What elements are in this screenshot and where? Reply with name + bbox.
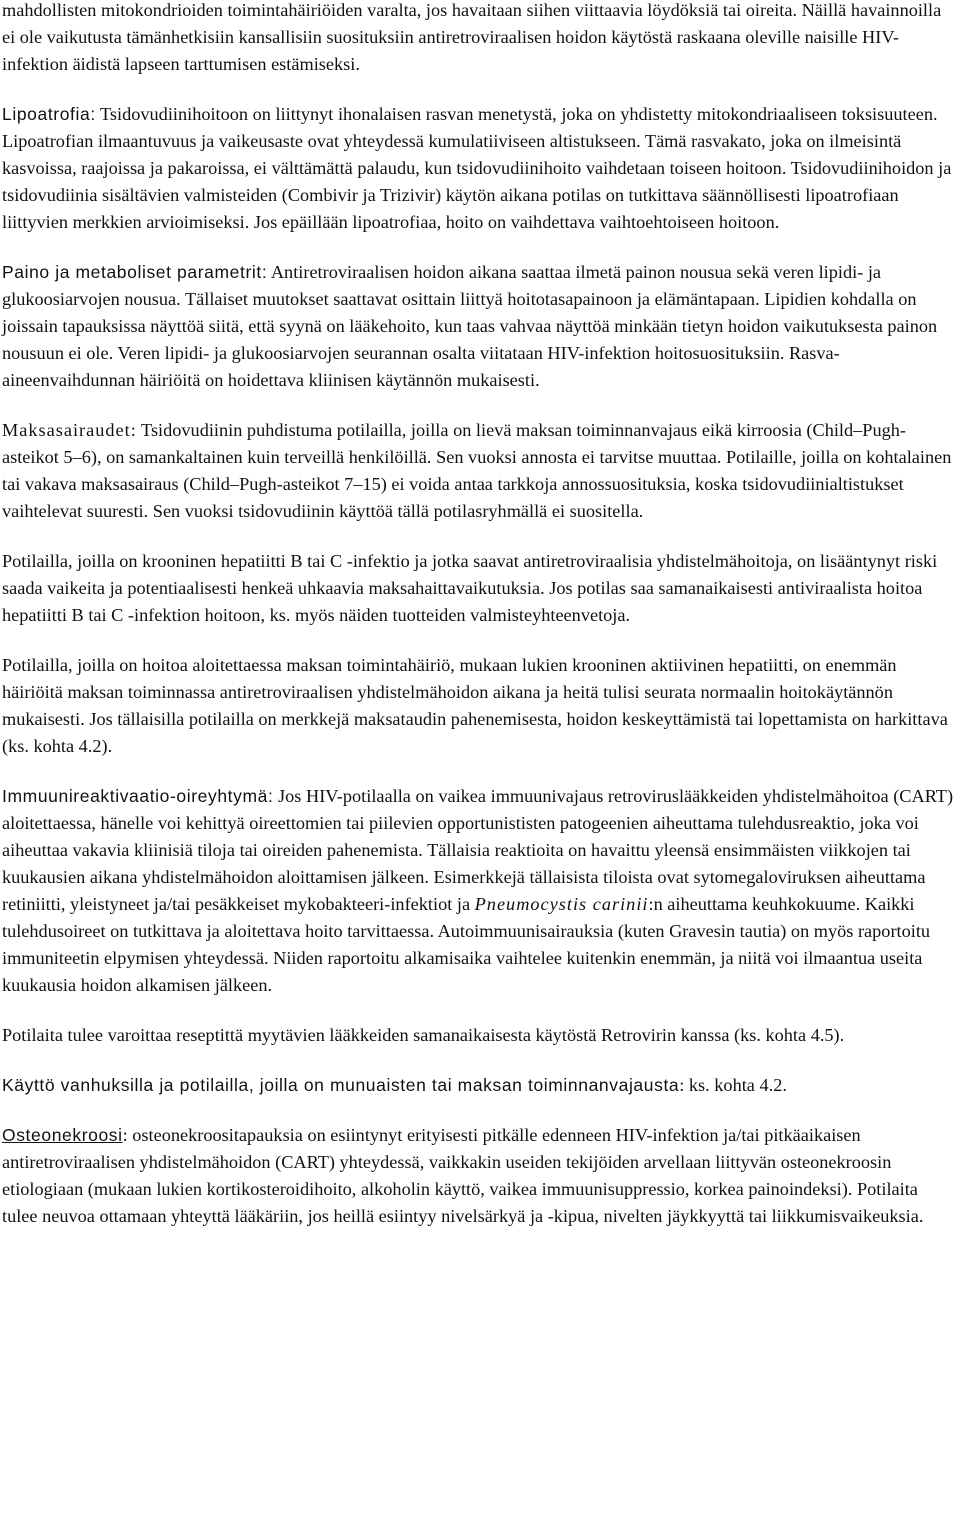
paragraph-text: Tsidovudiinin puhdistuma potilailla, joilla on lievä maksan toiminnanvajaus eikä kirroosia (Child–Pugh-asteikot 5–6), on samankaltainen kuin terveillä henkilöillä. Sen vuoksi annosta ei tarvitse muuttaa. Potilaille, joilla on kohtalainen tai vakava maksasairaus (Child–Pugh-asteikot 7–15) ei voida antaa tarkkoja annossuosituksia, koska tsidovudiinialtistukset vaihtelevat suuresti. Sen vuoksi tsidovudiinin käyttöä tällä potilasryhmällä ei suositella.	[2, 420, 952, 521]
section-heading-elderly-renal: Käyttö vanhuksilla ja potilailla, joilla on munuaisten tai maksan toiminnanvajausta	[2, 1075, 680, 1095]
paragraph-elderly-renal	[2, 1072, 956, 1099]
paragraph-text: : osteonekroositapauksia on esiintynyt erityisesti pitkälle edenneen HIV-infektion ja/tai pitkäaikaisen antiretroviraalisen yhdistelmähoidon (CART) yhteydessä, vaikkakin useiden tekijöiden arvellaan liittyvän osteonekroosin etiologiaan (mukaan lukien kortikosteroidihoito, alkoholin käyttö, vaikea immuunisuppressio, korkea painoindeksi). Potilaita tulee neuvoa ottamaan yhteyttä lääkäriin, jos heillä esiintyy nivelsärkyä ja -kipua, nivelten jäykkyyttä tai liikkumisvaikeuksia.	[2, 1125, 924, 1226]
paragraph-lipoatrophy	[2, 101, 956, 236]
paragraph-text: Antiretroviraalisen hoidon aikana saattaa ilmetä painon nousua sekä veren lipidi- ja glukoosiarvojen nousua. Tällaiset muutokset saattavat osittain liittyä hoitotasapainoon ja elämäntapaan. Lipidien kohdalla on joissain tapauksissa näyttöä siitä, että syynä on lääkehoito, kun taas vahvaa näyttöä minkään tietyn hoidon vaikutuksesta painon nousuun ei ole. Veren lipidi- ja glukoosiarvojen seurannan osalta viitataan HIV-infektion hoitosuosituksiin. Rasva-aineenvaihdunnan häiriöitä on hoidettava kliinisen käytännön mukaisesti.	[2, 262, 938, 390]
paragraph-weight-metabolic	[2, 259, 956, 394]
paragraph-immune-reactivation	[2, 783, 956, 999]
paragraph-text: Potilaita tulee varoittaa reseptittä myytävien lääkkeiden samanaikaisesta käytöstä Retrovirin kanssa (ks. kohta 4.5).	[2, 1025, 845, 1045]
paragraph-liver-disease	[2, 417, 956, 525]
section-heading-osteonecrosis: Osteonekroosi	[2, 1125, 123, 1145]
paragraph-text: Potilailla, joilla on hoitoa aloitettaessa maksan toimintahäiriö, mukaan lukien krooninen aktiivinen hepatiitti, on enemmän häiriöitä maksan toiminnassa antiretroviraalisen yhdistelmähoidon aikana ja heitä tulisi seurata normaalin hoitokäytännön mukaisesti. Jos tällaisilla potilailla on merkkejä maksataudin pahenemisesta, hoidon keskeyttämistä tai lopettamista on harkittava (ks. kohta 4.2).	[2, 655, 948, 756]
section-heading-weight-metabolic: Paino ja metaboliset parametrit:	[2, 262, 268, 282]
section-heading-liver-disease: Maksasairaudet:	[2, 420, 137, 440]
paragraph-mitochondrial	[2, 0, 956, 78]
section-heading-immune-reactivation: Immuunireaktivaatio-oireyhtymä:	[2, 786, 274, 806]
paragraph-text: Jos HIV-potilaalla on vaikea immuunivajaus retroviruslääkkeiden yhdistelmähoitoa (CART) aloitettaessa, hänelle voi kehittyä oireettomien tai piilevien opportunististen patogeenien aiheuttama tulehdusreaktio, joka voi aiheuttaa vakavia kliinisiä tiloja tai oireiden pahenemista. Tällaisia reaktioita on havaittu yleensä ensimmäisten viikkojen tai kuukausien aikana yhdistelmähoidon aloittamisen jälkeen. Esimerkkejä tällaisista tiloista ovat sytomegaloviruksen aiheuttama retiniitti, yleistyneet ja/tai pesäkkeiset mykobakteeri-infektiot ja	[2, 786, 954, 914]
paragraph-osteonecrosis	[2, 1122, 956, 1230]
paragraph-text: :n aiheuttama keuhkokuume. Kaikki tulehdusoireet on tutkittava ja aloitettava hoito tarvittaessa. Autoimmuunisairauksia (kuten Gravesin tautia) on myös raportoitu immuniteetin elpymisen yhteydessä. Niiden raportoitu alkamisaika vaihtelee kuitenkin enemmän, ja niitä voi ilmaantua useita kuukausia hoidon alkamisen jälkeen.	[2, 894, 931, 995]
paragraph-text: : ks. kohta 4.2.	[679, 1075, 787, 1095]
paragraph-text: mahdollisten mitokondrioiden toimintahäiriöiden varalta, jos havaitaan siihen viittaavia löydöksiä tai oireita. Näillä havainnoilla ei ole vaikutusta tämänhetkisiin kansallisiin suosituksiin antiretroviraalisen hoidon käytöstä raskaana oleville naisille HIV-infektion äidistä lapseen tarttumisen estämiseksi.	[2, 0, 942, 74]
paragraph-hepatitis	[2, 548, 956, 629]
section-heading-lipoatrophy: Lipoatrofia:	[2, 104, 96, 124]
species-name: Pneumocystis carinii	[474, 894, 649, 914]
paragraph-text: Tsidovudiinihoitoon on liittynyt ihonalaisen rasvan menetystä, joka on yhdistetty mitokondriaaliseen toksisuuteen. Lipoatrofian ilmaantuvuus ja vaikeusaste ovat yhteydessä kumulatiiviseen altistukseen. Tämä rasvakato, joka on ilmeisintä kasvoissa, raajoissa ja pakaroissa, ei välttämättä palaudu, kun tsidovudiinihoito vaihdetaan toiseen hoitoon. Tsidovudiinihoidon ja tsidovudiinia sisältävien valmisteiden (Combivir ja Trizivir) käytön aikana potilas on tutkittava säännöllisesti lipoatrofiaan liittyvien merkkien arvioimiseksi. Jos epäillään lipoatrofiaa, hoito on vaihdettava vaihtoehtoiseen hoitoon.	[2, 104, 952, 232]
paragraph-liver-dysfunction	[2, 652, 956, 760]
paragraph-otc-warning	[2, 1022, 956, 1049]
paragraph-text: Potilailla, joilla on krooninen hepatiitti B tai C -infektio ja jotka saavat antiretroviraalisia yhdistelmähoitoja, on lisääntynyt riski saada vaikeita ja potentiaalisesti henkeä uhkaavia maksahaittavaikutuksia. Jos potilas saa samanaikaisesti antiviraalista hoitoa hepatiitti B tai C -infektion hoitoon, ks. myös näiden tuotteiden valmisteyhteenvetoja.	[2, 551, 938, 625]
